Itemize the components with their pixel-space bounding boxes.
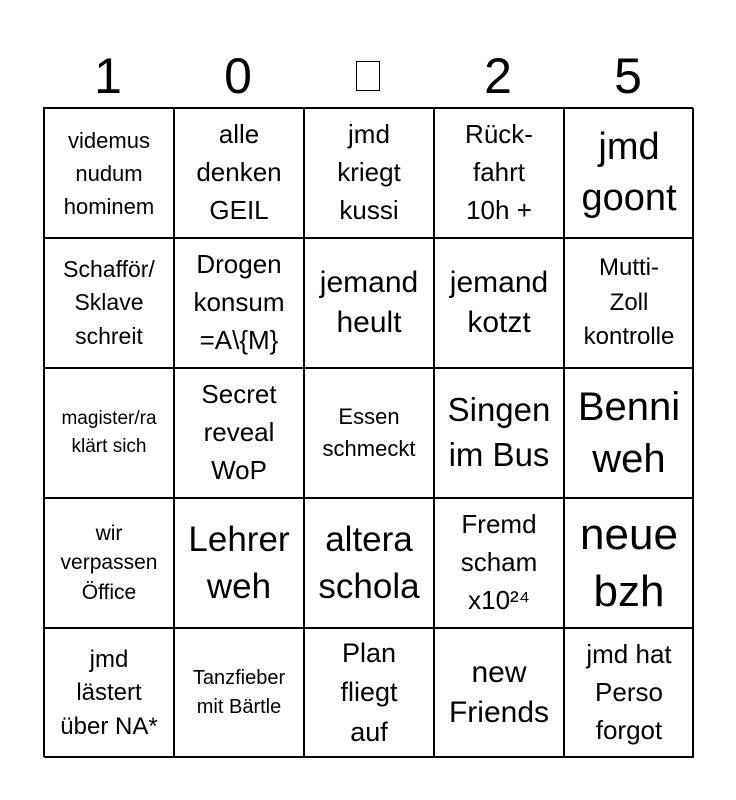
bingo-cell[interactable]: [434, 368, 564, 498]
bingo-cell[interactable]: [174, 108, 304, 238]
cell-text: Tanzfieber mit Bärtle: [192, 667, 286, 718]
cell-text: Benni weh: [577, 385, 681, 481]
cell-text: Singen im Bus: [447, 391, 551, 473]
cell-text: new Friends: [448, 655, 550, 729]
bingo-cell[interactable]: [434, 108, 564, 238]
bingo-cell[interactable]: [434, 238, 564, 368]
cell-text: Rück- fahrt 10h +: [465, 119, 533, 225]
cell-text: Secret reveal WoP: [201, 379, 277, 485]
bingo-cell[interactable]: [304, 238, 434, 368]
bingo-cell[interactable]: [174, 498, 304, 628]
bingo-cell[interactable]: [304, 498, 434, 628]
cell-text: magister/ra klärt sich: [61, 408, 157, 457]
bingo-cell[interactable]: [564, 368, 694, 498]
cell-text: jmd goont: [581, 125, 677, 219]
bingo-grid: [43, 107, 693, 757]
header-letter-5: 5: [614, 48, 642, 104]
bingo-cell[interactable]: [434, 628, 564, 758]
bingo-cell[interactable]: [174, 628, 304, 758]
cell-text: jemand kotzt: [449, 265, 549, 339]
bingo-cell[interactable]: [174, 238, 304, 368]
header-letter-3-missing-glyph-icon: [303, 46, 433, 106]
bingo-cell[interactable]: [44, 628, 174, 758]
cell-text: Essen schmeckt: [322, 404, 416, 461]
cell-text: Plan fliegt auf: [340, 638, 398, 747]
cell-text: jmd lästert über NA*: [60, 645, 158, 740]
cell-text: altera schola: [318, 519, 420, 606]
header-letter-2: 0: [224, 48, 252, 104]
cell-text: Mutti- Zoll kontrolle: [583, 253, 675, 351]
header-letter-1: 1: [94, 48, 122, 104]
cell-text: wir verpassen Öffice: [60, 521, 158, 604]
cell-text: alle denken GEIL: [196, 119, 282, 225]
cell-text: jmd kriegt kussi: [337, 119, 401, 225]
cell-text: Lehrer weh: [188, 519, 290, 606]
cell-text: jmd hat Perso forgot: [586, 639, 672, 745]
cell-text: jemand heult: [319, 265, 419, 339]
bingo-cell[interactable]: [564, 498, 694, 628]
bingo-cell[interactable]: [304, 628, 434, 758]
cell-text: Fremd scham x10²⁴: [460, 509, 538, 615]
bingo-cell[interactable]: [564, 108, 694, 238]
bingo-cell[interactable]: [434, 498, 564, 628]
cell-text: Drogen konsum =A\{M}: [193, 249, 285, 355]
bingo-cell[interactable]: [44, 368, 174, 498]
bingo-cell[interactable]: [564, 628, 694, 758]
bingo-cell[interactable]: [44, 108, 174, 238]
bingo-header: [43, 46, 693, 106]
bingo-cell[interactable]: [304, 108, 434, 238]
cell-text: neue bzh: [580, 509, 678, 616]
header-letter-4: 2: [484, 48, 512, 104]
bingo-cell[interactable]: [174, 368, 304, 498]
bingo-cell[interactable]: [564, 238, 694, 368]
bingo-cell[interactable]: [44, 498, 174, 628]
bingo-cell[interactable]: [304, 368, 434, 498]
bingo-cell[interactable]: [44, 238, 174, 368]
cell-text: videmus nudum hominem: [63, 127, 155, 219]
cell-text: Schafför/ Sklave schreit: [63, 255, 155, 349]
